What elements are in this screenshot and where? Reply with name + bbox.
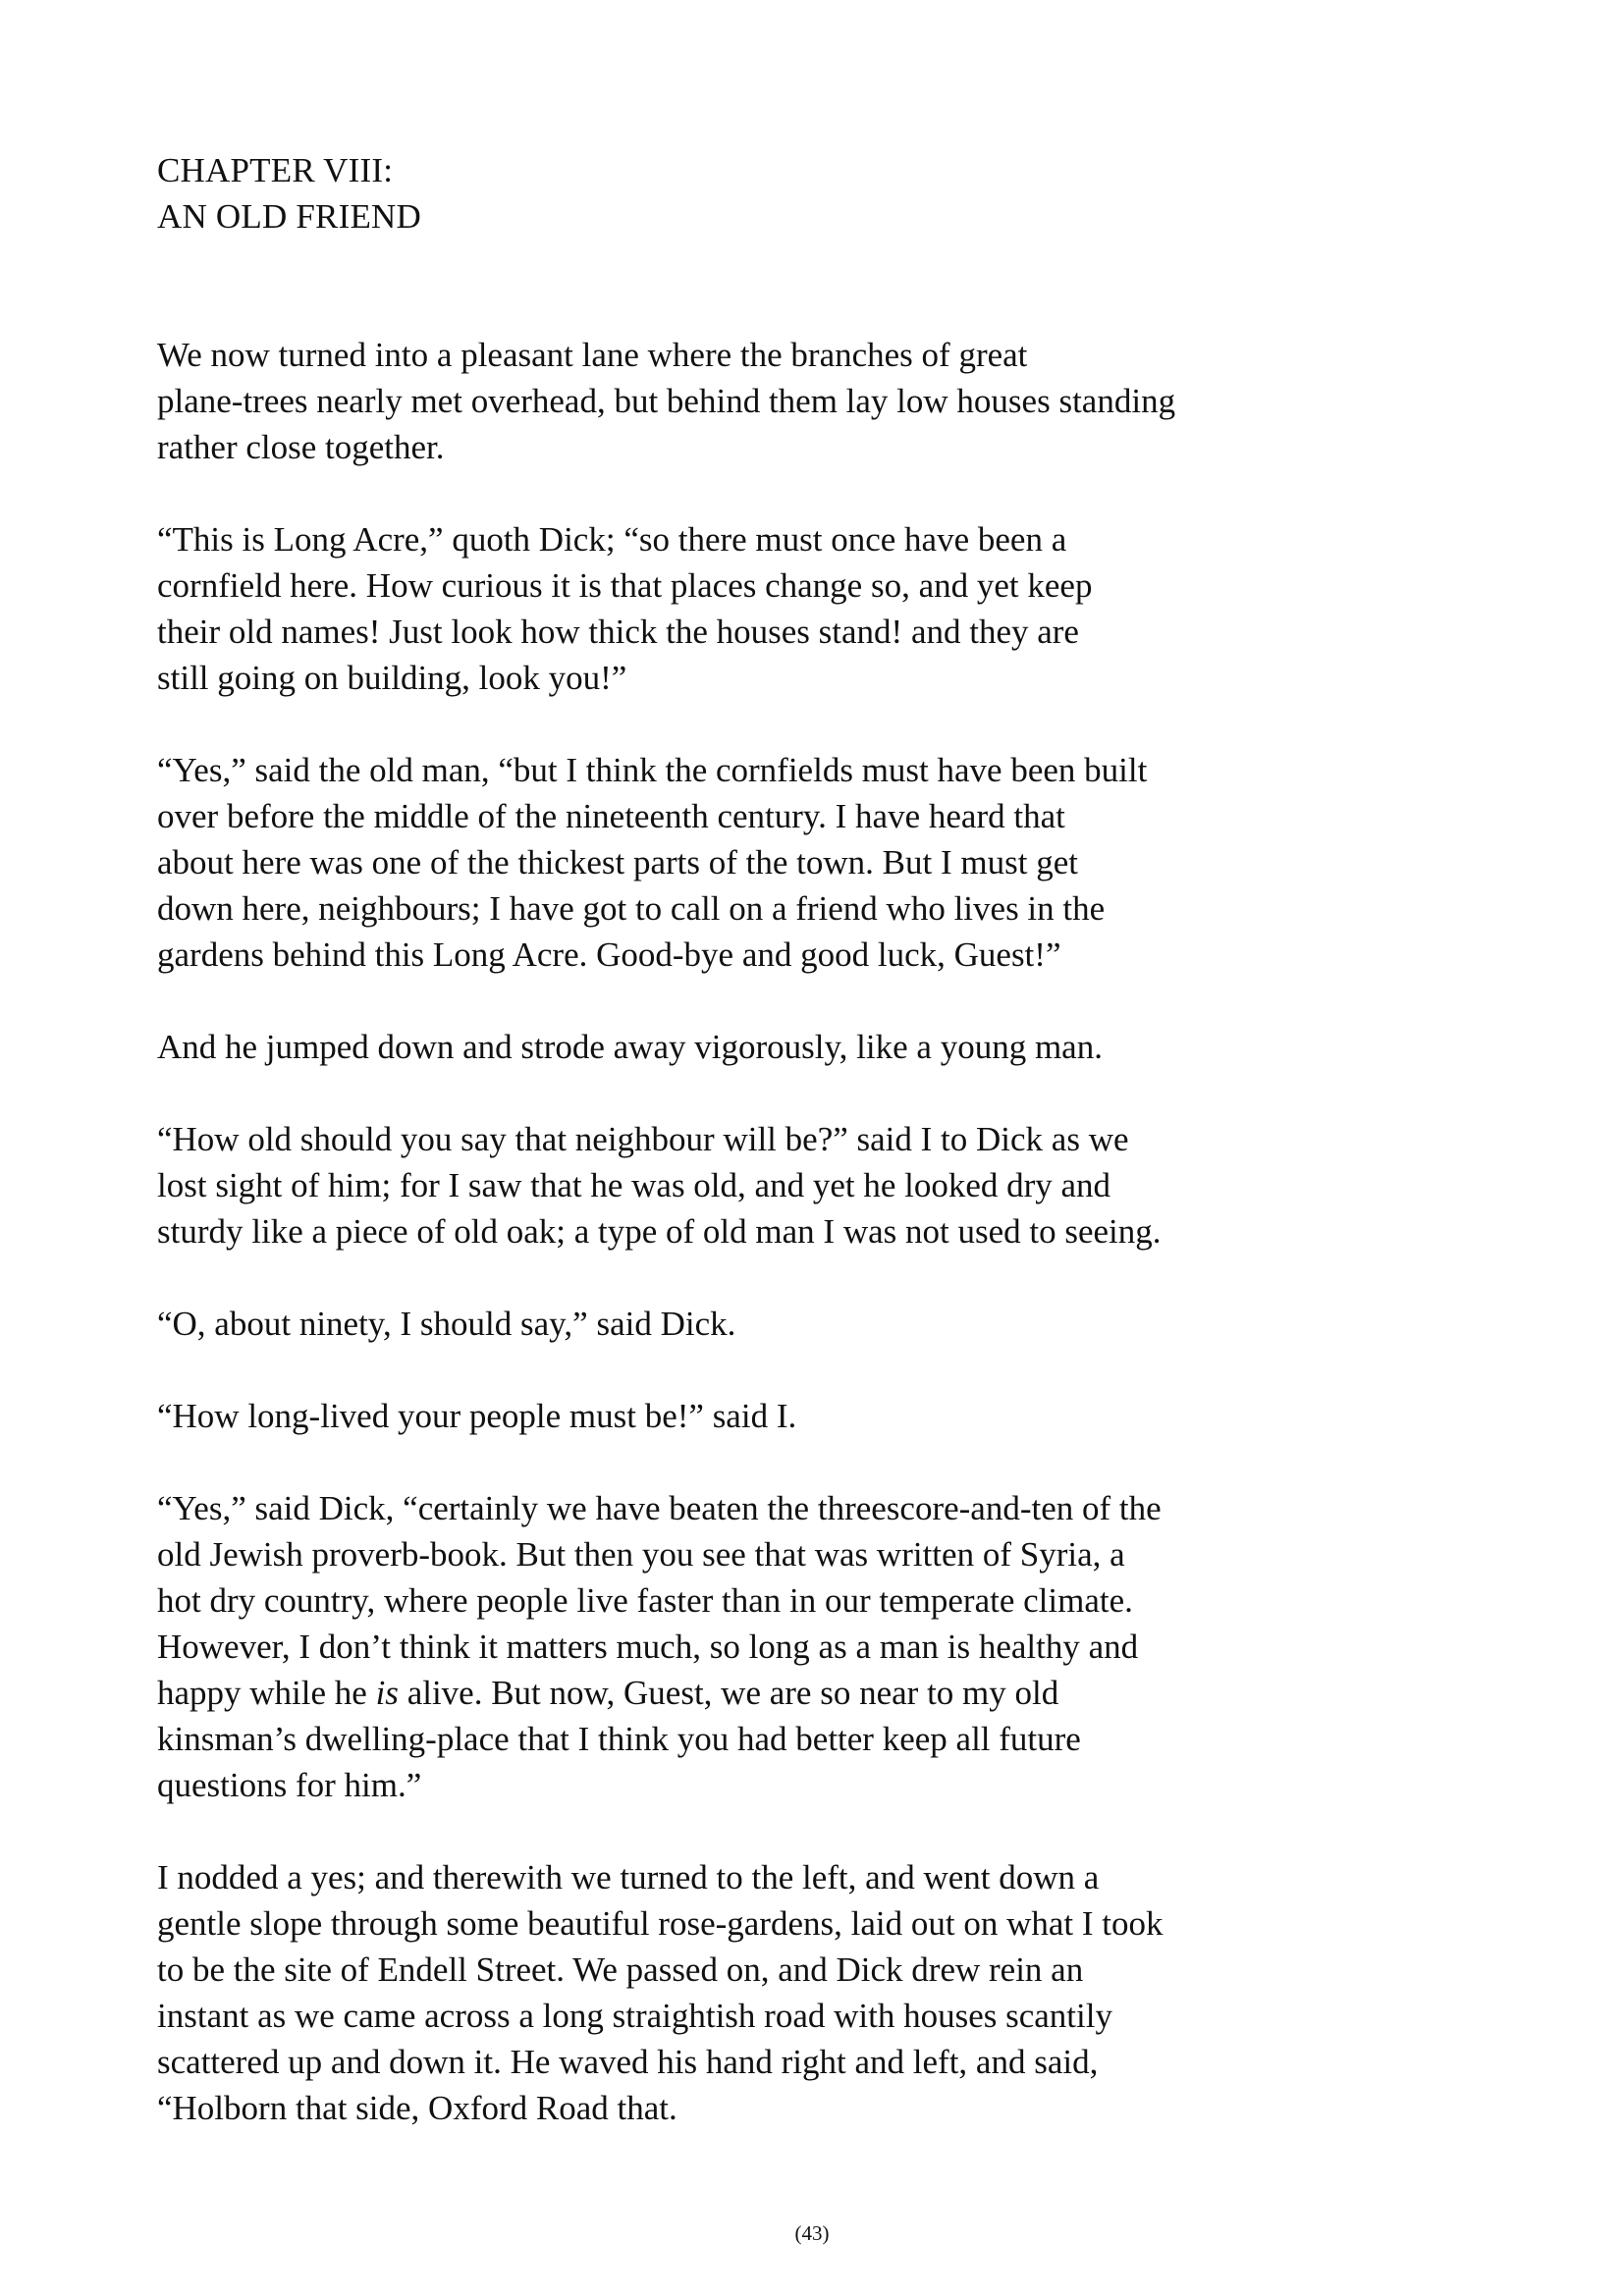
- text-line: However, I don’t think it matters much, so long as a man is healthy and: [157, 1628, 1139, 1666]
- chapter-title: AN OLD FRIEND: [157, 197, 421, 236]
- text-line: sturdy like a piece of old oak; a type of old man I was not used to seeing.: [157, 1212, 1162, 1251]
- text-line: “How old should you say that neighbour will be?” said I to Dick as we: [157, 1120, 1129, 1158]
- text-line-with-italic: [157, 1670, 1316, 1716]
- text-line: gentle slope through some beautiful rose-gardens, laid out on what I took: [157, 1904, 1164, 1943]
- book-page: [157, 147, 1316, 2177]
- text-fragment: alive. But now, Guest, we are so near to my old: [398, 1674, 1059, 1712]
- chapter-heading: [157, 147, 1316, 240]
- page-number: (43): [794, 2221, 830, 2245]
- text-line: kinsman’s dwelling-place that I think you had better keep all future: [157, 1720, 1081, 1758]
- text-line: “O, about ninety, I should say,” said Dick.: [157, 1305, 736, 1343]
- paragraph-3: [157, 747, 1316, 978]
- paragraph-6: [157, 1301, 1316, 1347]
- chapter-number: CHAPTER VIII:: [157, 151, 394, 189]
- text-line: hot dry country, where people live faster than in our temperate climate.: [157, 1581, 1133, 1620]
- text-line: plane-trees nearly met overhead, but behind them lay low houses standing: [157, 382, 1176, 420]
- text-line: still going on building, look you!”: [157, 659, 627, 697]
- text-line: “How long-lived your people must be!” said I.: [157, 1397, 797, 1435]
- text-line: about here was one of the thickest parts of the town. But I must get: [157, 843, 1078, 881]
- text-line: gardens behind this Long Acre. Good-bye and good luck, Guest!”: [157, 935, 1061, 974]
- paragraph-5: [157, 1116, 1316, 1255]
- text-line: “Yes,” said the old man, “but I think the cornfields must have been built: [157, 751, 1148, 789]
- text-line: scattered up and down it. He waved his hand right and left, and said,: [157, 2043, 1099, 2081]
- text-line: over before the middle of the nineteenth century. I have heard that: [157, 797, 1065, 835]
- text-line: old Jewish proverb-book. But then you see that was written of Syria, a: [157, 1535, 1125, 1574]
- text-line: rather close together.: [157, 428, 445, 466]
- paragraph-8: [157, 1485, 1316, 1808]
- paragraph-7: [157, 1393, 1316, 1439]
- text-line: I nodded a yes; and therewith we turned to the left, and went down a: [157, 1858, 1100, 1896]
- text-line: “Holborn that side, Oxford Road that.: [157, 2089, 677, 2127]
- text-fragment: happy while he: [157, 1674, 376, 1712]
- text-line: questions for him.”: [157, 1766, 422, 1804]
- text-line: to be the site of Endell Street. We passed on, and Dick drew rein an: [157, 1950, 1084, 1989]
- text-line: And he jumped down and strode away vigorously, like a young man.: [157, 1028, 1103, 1066]
- text-line: instant as we came across a long straightish road with houses scantily: [157, 1997, 1112, 2035]
- text-line: “Yes,” said Dick, “certainly we have beaten the threescore-and-ten of the: [157, 1489, 1162, 1527]
- text-line: lost sight of him; for I saw that he was old, and yet he looked dry and: [157, 1166, 1111, 1204]
- paragraph-4: [157, 1024, 1316, 1070]
- text-line: cornfield here. How curious it is that places change so, and yet keep: [157, 566, 1093, 605]
- text-line: their old names! Just look how thick the houses stand! and they are: [157, 613, 1079, 651]
- italic-emphasis: is: [375, 1674, 399, 1712]
- text-line: down here, neighbours; I have got to call on a friend who lives in the: [157, 889, 1106, 928]
- chapter-body: [157, 332, 1316, 2131]
- text-line: We now turned into a pleasant lane where the branches of great: [157, 336, 1028, 374]
- paragraph-9: [157, 1854, 1316, 2131]
- text-line: “This is Long Acre,” quoth Dick; “so there must once have been a: [157, 520, 1067, 559]
- paragraph-1: [157, 332, 1316, 470]
- paragraph-2: [157, 516, 1316, 701]
